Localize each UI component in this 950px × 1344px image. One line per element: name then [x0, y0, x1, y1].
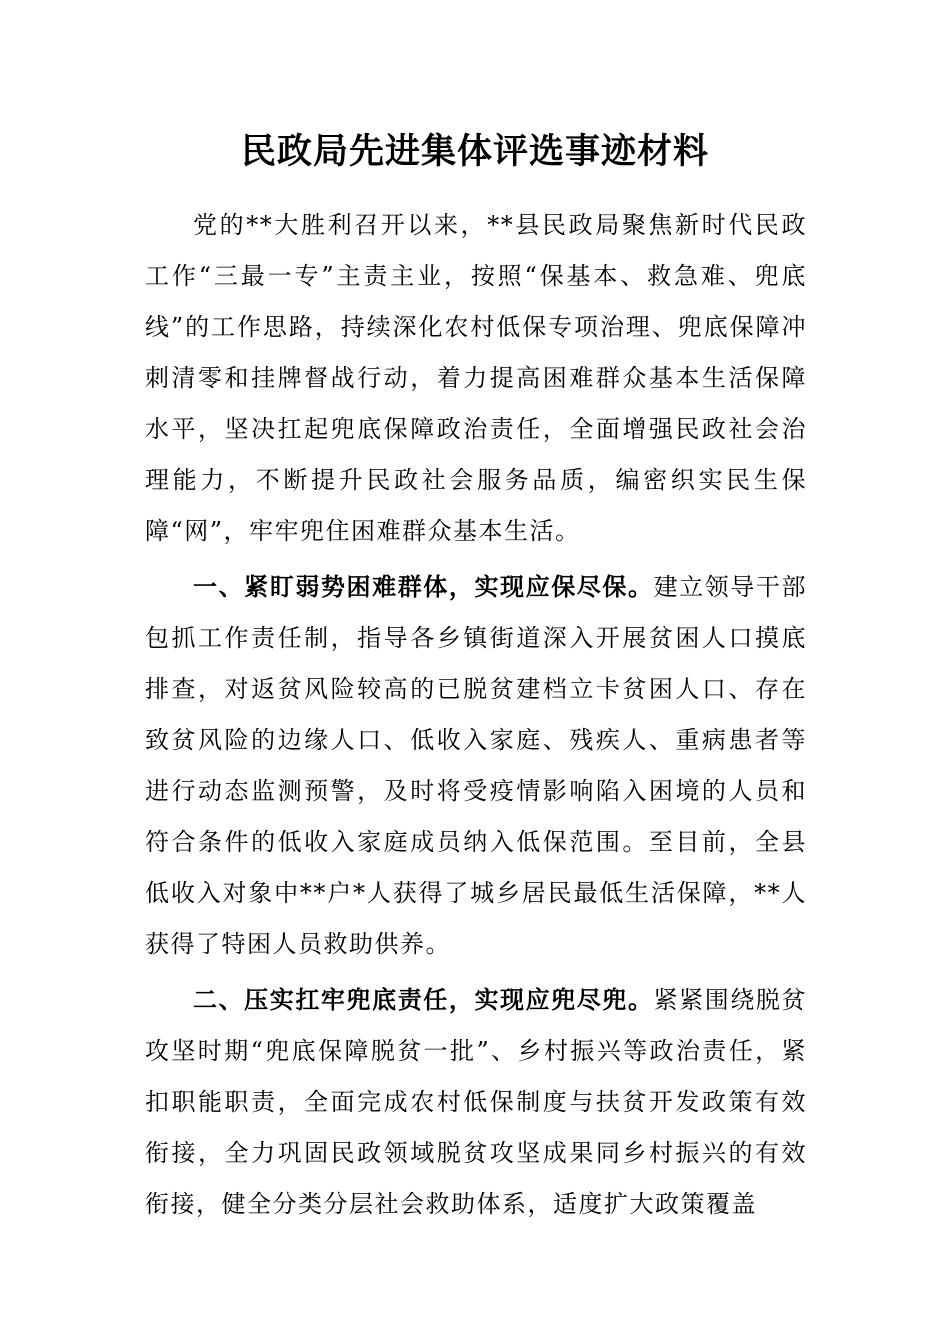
document-body [145, 199, 807, 1230]
paragraph-section-1 [145, 561, 807, 970]
paragraph-heading: 二、压实扛牢兜底责任，实现应兜尽兜。 [193, 985, 654, 1014]
paragraph-text: 紧紧围绕脱贫攻坚时期“兜底保障脱贫一批”、乡村振兴等政治责任，紧扣职能职责，全面完成农村低保制度与扶贫开发政策有效衔接，全力巩固民政领域脱贫攻坚成果同乡村振兴的有效衔接，健全分类分层社会救助体系，适度扩大政策覆盖 [145, 986, 808, 1218]
paragraph-text: 建立领导干部包抓工作责任制，指导各乡镇街道深入开展贫困人口摸底排查，对返贫风险较高的已脱贫建档立卡贫困人口、存在致贫风险的边缘人口、低收入家庭、残疾人、重病患者等进行动态监测预警，及时将受疫情影响陷入困境的人员和符合条件的低收入家庭成员纳入低保范围。至目前，全县低收入对象中**户*人获得了城乡居民最低生活保障，**人获得了特困人员救助供养。 [145, 573, 808, 958]
paragraph-section-2 [145, 974, 807, 1230]
document-title: 民政局先进集体评选事迹材料 [240, 131, 709, 172]
paragraph-heading: 一、紧盯弱势困难群体，实现应保尽保。 [193, 572, 654, 601]
paragraph-text: 党的**大胜利召开以来，**县民政局聚焦新时代民政工作“三最一专”主责主业，按照“保基本、救急难、兜底线”的工作思路，持续深化农村低保专项治理、兜底保障冲刺清零和挂牌督战行动，着力提高困难群众基本生活保障水平，坚决扛起兜底保障政治责任，全面增强民政社会治理能力，不断提升民政社会服务品质，编密织实民生保障“网”，牢牢兜住困难群众基本生活。 [145, 211, 807, 545]
paragraph-intro [145, 199, 807, 557]
